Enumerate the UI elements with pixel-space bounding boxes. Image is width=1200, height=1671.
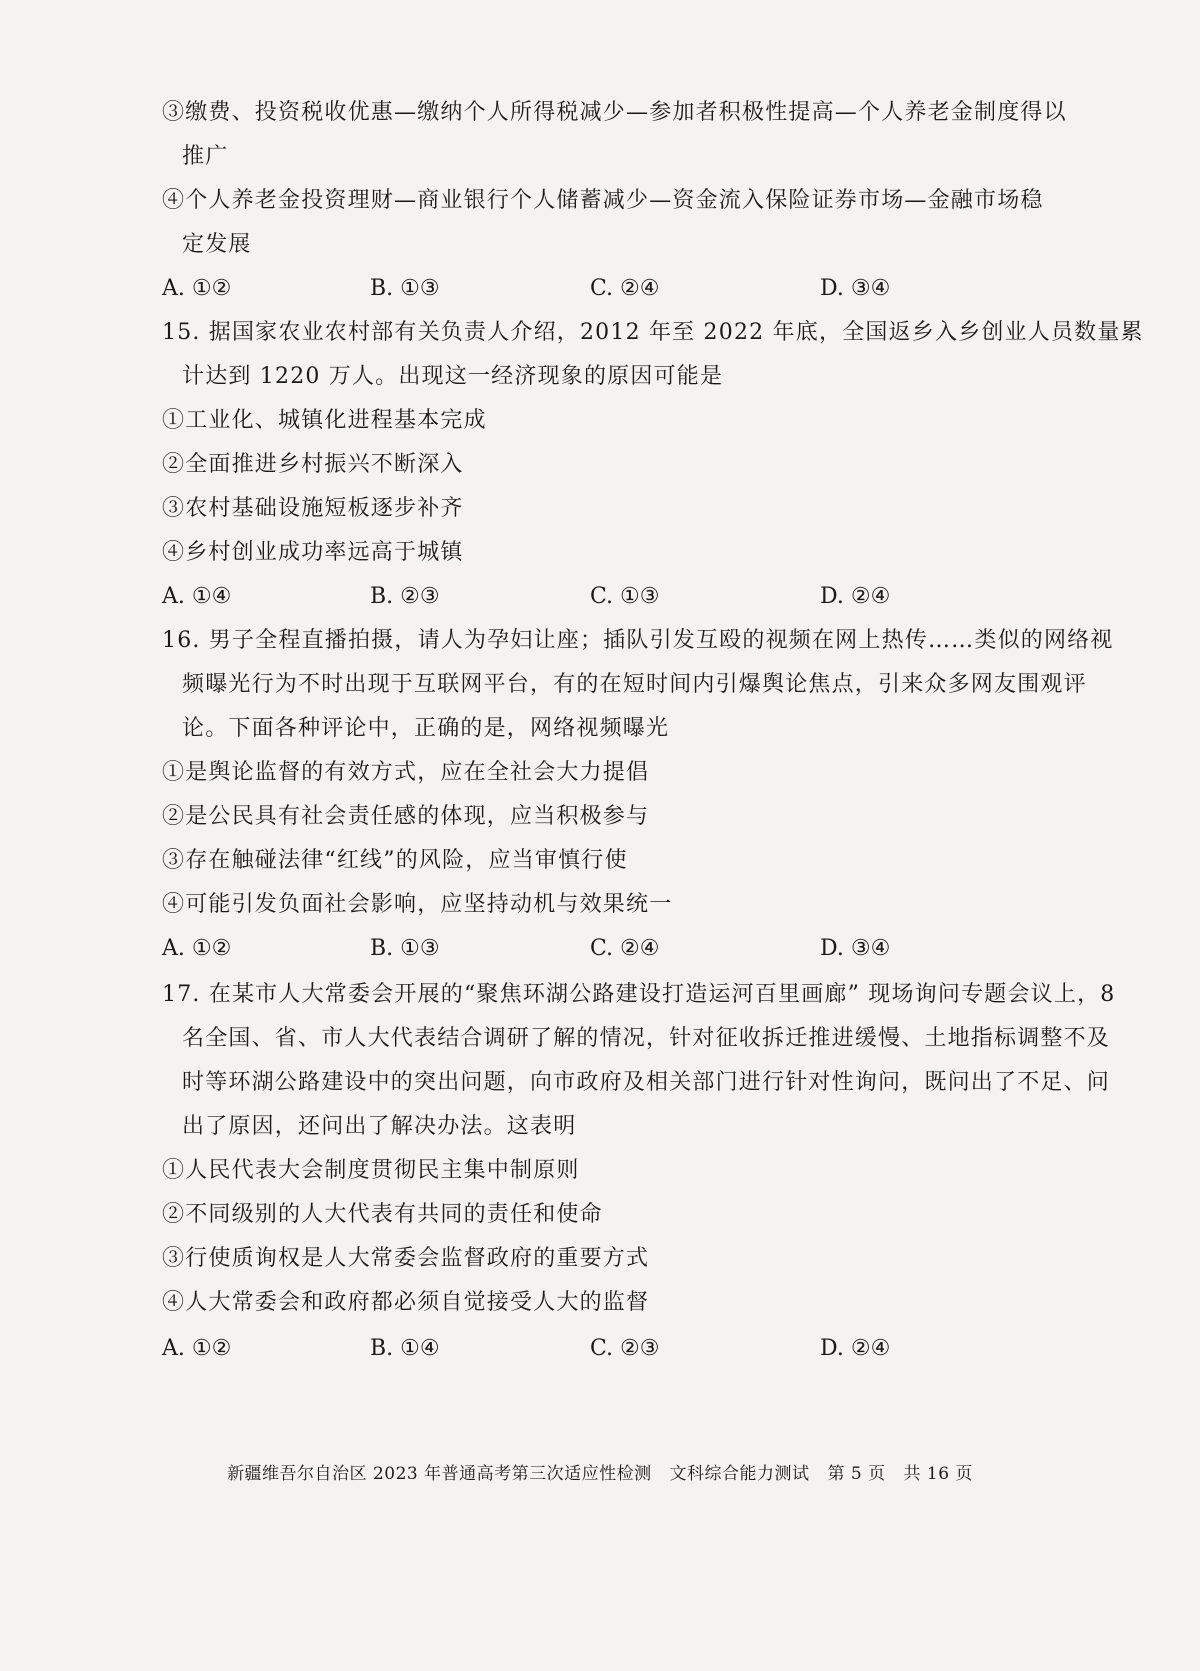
prev-option-a: A. ①② (162, 276, 232, 301)
q16-option-d: D. ③④ (820, 936, 891, 961)
q17-option-c: C. ②③ (590, 1336, 660, 1361)
q15-option-c: C. ①③ (590, 584, 660, 609)
prev-item-4-line1: ④个人养老金投资理财—商业银行个人储蓄减少—资金流入保险证券市场—金融市场稳 (162, 188, 1044, 213)
q17-stem-line3: 时等环湖公路建设中的突出问题，向市政府及相关部门进行针对性询问，既问出了不足、问 (182, 1070, 1111, 1095)
prev-item-3-line1: ③缴费、投资税收优惠—缴纳个人所得税减少—参加者积极性提高—个人养老金制度得以 (162, 100, 1067, 125)
prev-option-d: D. ③④ (820, 276, 891, 301)
q16-item-3: ③存在触碰法律“红线”的风险，应当审慎行使 (162, 848, 628, 873)
q15-item-1: ①工业化、城镇化进程基本完成 (162, 408, 487, 433)
prev-option-b: B. ①③ (370, 276, 440, 301)
page-footer (0, 1462, 1200, 1486)
prev-item-3-line2: 推广 (182, 144, 229, 169)
q17-stem-line4: 出了原因，还问出了解决办法。这表明 (182, 1114, 577, 1139)
prev-option-c: C. ②④ (590, 276, 660, 301)
q15-item-3: ③农村基础设施短板逐步补齐 (162, 496, 464, 521)
q17-item-1: ①人民代表大会制度贯彻民主集中制原则 (162, 1158, 580, 1183)
q15-option-b: B. ②③ (370, 584, 440, 609)
q15-item-4: ④乡村创业成功率远高于城镇 (162, 540, 464, 565)
q15-item-2: ②全面推进乡村振兴不断深入 (162, 452, 464, 477)
footer-exam-title: 新疆维吾尔自治区 2023 年普通高考第三次适应性检测 (227, 1464, 652, 1484)
q17-option-d: D. ②④ (820, 1336, 891, 1361)
q17-item-2: ②不同级别的人大代表有共同的责任和使命 (162, 1202, 603, 1227)
footer-subject: 文科综合能力测试 (669, 1464, 810, 1484)
footer-total-pages: 共 16 页 (903, 1464, 973, 1484)
q15-stem-line2: 计达到 1220 万人。出现这一经济现象的原因可能是 (182, 364, 724, 389)
prev-item-4-line2: 定发展 (182, 232, 252, 257)
footer-page-number: 第 5 页 (827, 1464, 886, 1484)
q17-stem-line1: 17. 在某市人大常委会开展的“聚焦环湖公路建设打造运河百里画廊” 现场询问专题会议上，8 (162, 982, 1116, 1007)
q17-stem-line2: 名全国、省、市人大代表结合调研了解的情况，针对征收拆迁推进缓慢、土地指标调整不及 (182, 1026, 1111, 1051)
q16-stem-line2: 频曝光行为不时出现于互联网平台，有的在短时间内引爆舆论焦点，引来众多网友围观评 (182, 672, 1087, 697)
q17-item-3: ③行使质询权是人大常委会监督政府的重要方式 (162, 1246, 650, 1271)
q17-item-4: ④人大常委会和政府都必须自觉接受人大的监督 (162, 1290, 650, 1315)
q16-option-a: A. ①② (162, 936, 232, 961)
q16-option-c: C. ②④ (590, 936, 660, 961)
q16-item-2: ②是公民具有社会责任感的体现，应当积极参与 (162, 804, 650, 829)
q15-option-d: D. ②④ (820, 584, 891, 609)
q15-stem-line1: 15. 据国家农业农村部有关负责人介绍，2012 年至 2022 年底，全国返乡入乡创业人员数量累 (162, 320, 1144, 345)
q16-item-1: ①是舆论监督的有效方式，应在全社会大力提倡 (162, 760, 650, 785)
q16-stem-line1: 16. 男子全程直播拍摄，请人为孕妇让座；插队引发互殴的视频在网上热传……类似的网络视 (162, 628, 1114, 653)
q17-option-a: A. ①② (162, 1336, 232, 1361)
q15-option-a: A. ①④ (162, 584, 232, 609)
q16-option-b: B. ①③ (370, 936, 440, 961)
q16-stem-line3: 论。下面各种评论中，正确的是，网络视频曝光 (182, 716, 670, 741)
q17-option-b: B. ①④ (370, 1336, 440, 1361)
q16-item-4: ④可能引发负面社会影响，应坚持动机与效果统一 (162, 892, 673, 917)
